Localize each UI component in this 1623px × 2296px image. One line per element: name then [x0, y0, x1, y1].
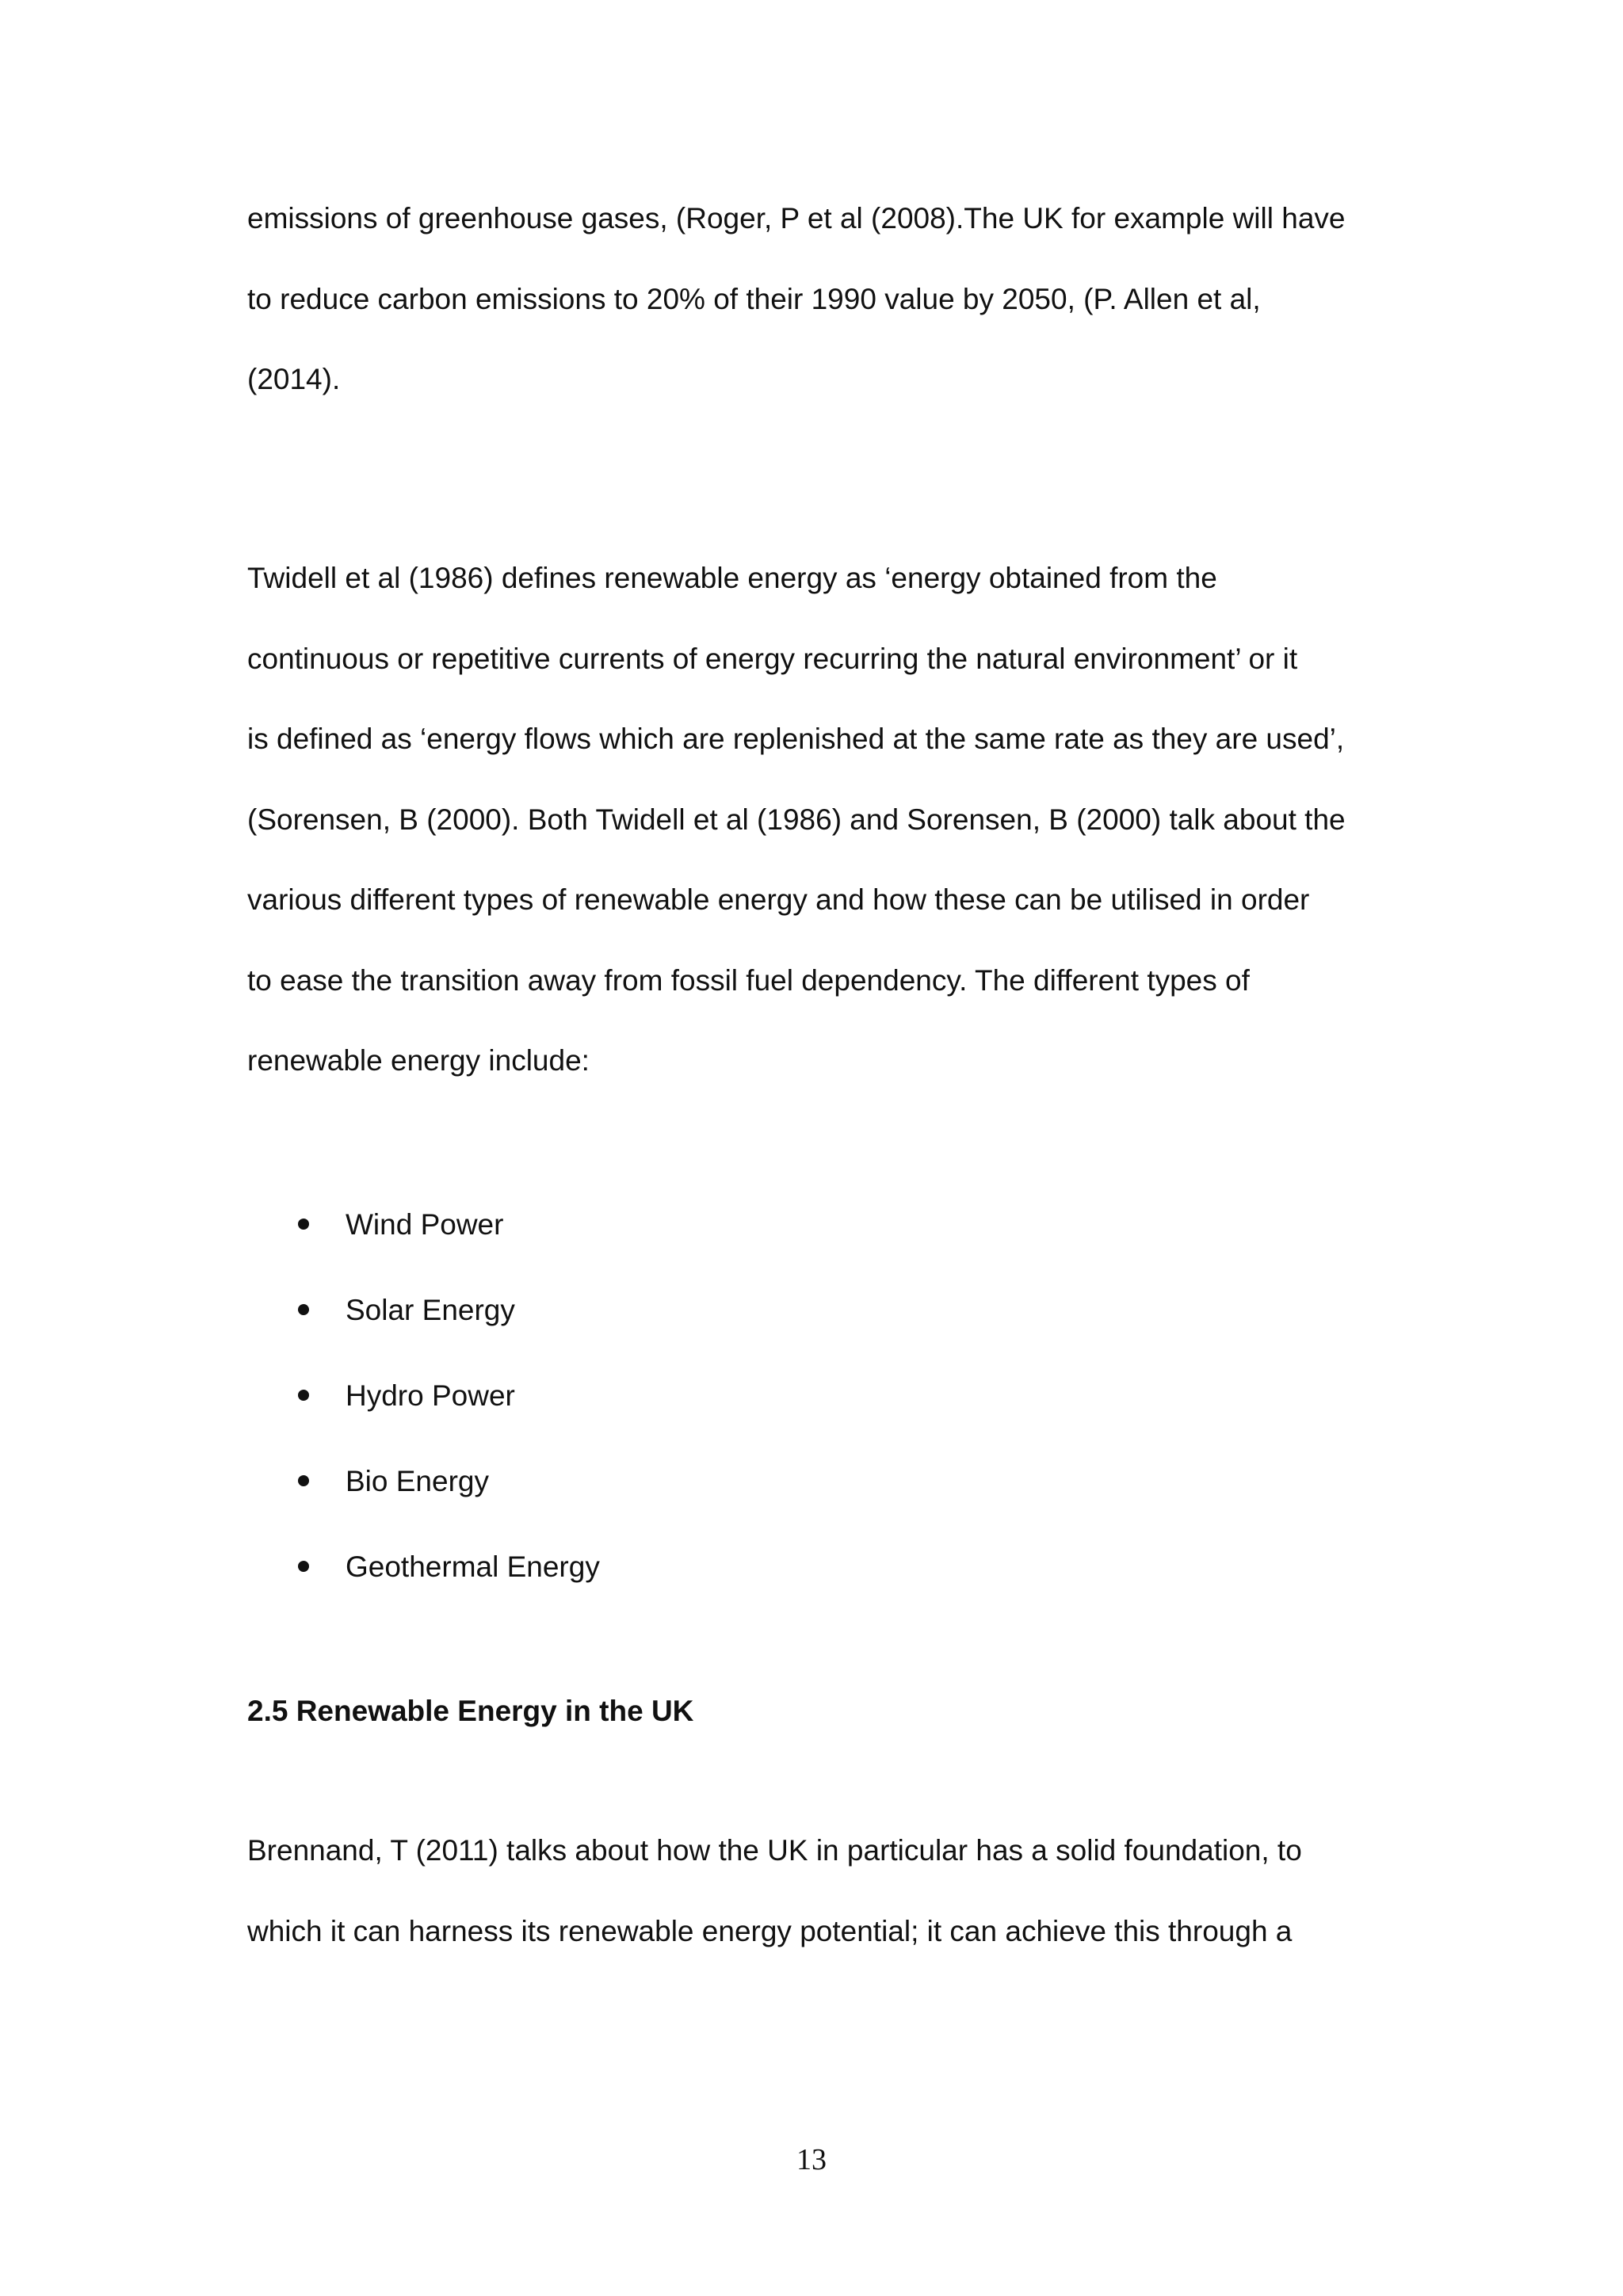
paragraph-line: continuous or repetitive currents of energy recurring the natural environment’ or it: [247, 643, 1298, 675]
list-item-label: Bio Energy: [346, 1465, 489, 1497]
bullet-icon: [298, 1475, 309, 1486]
paragraph-line: Brennand, T (2011) talks about how the UK in particular has a solid foundation, to: [247, 1834, 1302, 1867]
page-number: 13: [796, 2143, 827, 2176]
paragraph-line: which it can harness its renewable energy potential; it can achieve this through a: [247, 1915, 1293, 1947]
paragraph-line: renewable energy include:: [247, 1044, 590, 1077]
paragraph-line: (Sorensen, B (2000). Both Twidell et al (1986) and Sorensen, B (2000) talk about the: [247, 803, 1346, 836]
paragraph-line: various different types of renewable energy and how these can be utilised in order: [247, 883, 1310, 916]
paragraph-line: to ease the transition away from fossil fuel dependency. The different types of: [247, 964, 1250, 997]
list-item-label: Geothermal Energy: [346, 1550, 600, 1583]
list-item-label: Solar Energy: [346, 1294, 515, 1326]
paragraph-line: is defined as ‘energy flows which are replenished at the same rate as they are used’,: [247, 723, 1345, 755]
section-heading: 2.5 Renewable Energy in the UK: [247, 1695, 694, 1727]
list-item-label: Wind Power: [346, 1208, 504, 1241]
paragraph-line: Twidell et al (1986) defines renewable energy as ‘energy obtained from the: [247, 562, 1217, 594]
bullet-icon: [298, 1304, 309, 1315]
bullet-icon: [298, 1390, 309, 1401]
paragraph-line: to reduce carbon emissions to 20% of their 1990 value by 2050, (P. Allen et al,: [247, 283, 1261, 315]
paragraph-line: emissions of greenhouse gases, (Roger, P et al (2008).The UK for example will have: [247, 202, 1346, 235]
paragraph-line: (2014).: [247, 363, 341, 395]
list-item-label: Hydro Power: [346, 1379, 515, 1412]
bullet-icon: [298, 1561, 309, 1572]
bullet-icon: [298, 1219, 309, 1230]
